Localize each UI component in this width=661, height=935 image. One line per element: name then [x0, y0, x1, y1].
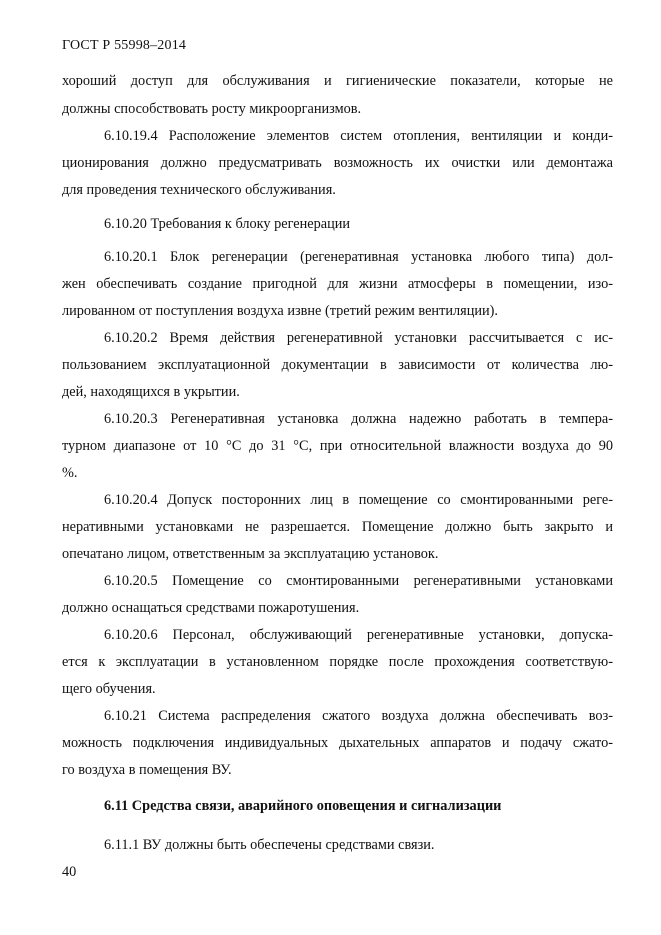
text-line: 6.10.20.6 Персонал, обслуживающий регенеративные установки, допуска- — [104, 627, 613, 643]
text-line: хороший доступ для обслуживания и гигиенические показатели, которые не — [62, 73, 613, 89]
section-heading: 6.11 Средства связи, аварийного оповещения и сигнализации — [104, 798, 502, 814]
text-line: неративными установками не разрешается. Помещение должно быть закрыто и — [62, 519, 613, 535]
subsection-heading: 6.10.20 Требования к блоку регенерации — [104, 216, 351, 232]
text-line: должны способствовать росту микроорганизмов. — [62, 101, 362, 117]
text-line: жен обеспечивать создание пригодной для жизни атмосферы в помещении, изо- — [62, 276, 613, 292]
text-line: должно оснащаться средствами пожаротушения. — [62, 600, 360, 616]
text-line: щего обучения. — [62, 681, 156, 697]
text-line: го воздуха в помещения ВУ. — [62, 762, 232, 778]
text-line: 6.10.20.5 Помещение со смонтированными регенеративными установками — [104, 573, 613, 589]
text-line: 6.10.20.4 Допуск посторонних лиц в помещение со смонтированными реге- — [104, 492, 613, 508]
text-line: 6.10.20.3 Регенеративная установка должна надежно работать в темпера- — [104, 411, 613, 427]
text-line: дей, находящихся в укрытии. — [62, 384, 240, 400]
text-line: 6.10.20.2 Время действия регенеративной установки рассчитывается с ис- — [104, 330, 613, 346]
text-line: 6.10.20.1 Блок регенерации (регенеративная установка любого типа) дол- — [104, 249, 613, 265]
text-line: опечатано лицом, ответственным за эксплуатацию установок. — [62, 546, 439, 562]
document-header: ГОСТ Р 55998–2014 — [62, 38, 187, 53]
text-line: турном диапазоне от 10 °С до 31 °С, при относительной влажности воздуха до 90 — [62, 438, 613, 454]
text-line: ется к эксплуатации в установленном порядке после прохождения соответствую- — [62, 654, 613, 670]
text-line: можность подключения индивидуальных дыхательных аппаратов и подачу сжато- — [62, 735, 613, 751]
text-line: %. — [62, 465, 78, 481]
text-line: для проведения технического обслуживания. — [62, 182, 336, 198]
text-line: 6.10.19.4 Расположение элементов систем отопления, вентиляции и конди- — [104, 128, 613, 144]
page-number: 40 — [62, 864, 77, 880]
text-line: пользованием эксплуатационной документации в зависимости от количества лю- — [62, 357, 613, 373]
text-line: лированном от поступления воздуха извне (третий режим вентиляции). — [62, 303, 498, 319]
text-line: 6.10.21 Система распределения сжатого воздуха должна обеспечивать воз- — [104, 708, 613, 724]
text-line: ционирования должно предусматривать возможность их очистки или демонтажа — [62, 155, 613, 171]
text-line: 6.11.1 ВУ должны быть обеспечены средствами связи. — [104, 837, 435, 853]
